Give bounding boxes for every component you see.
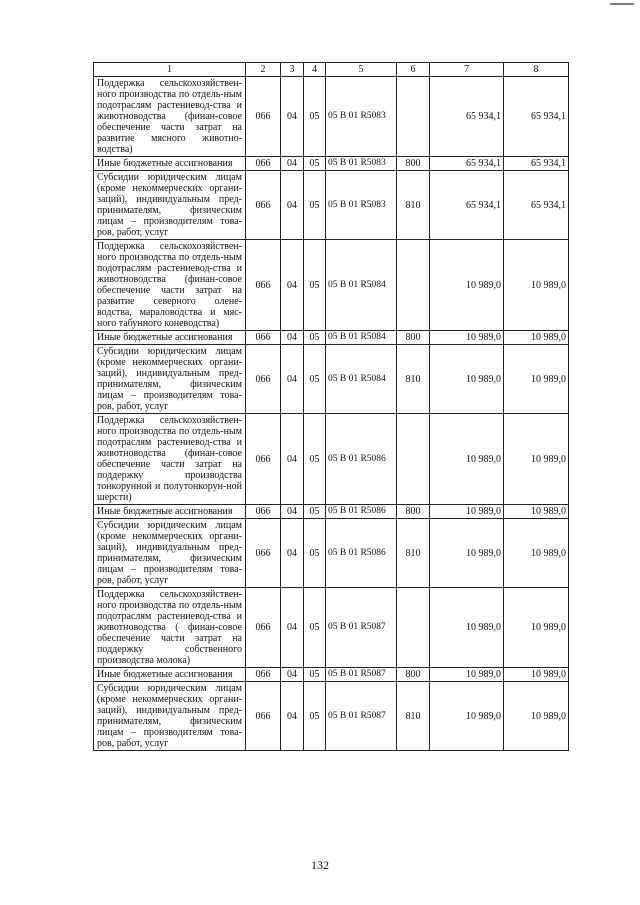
expense-type-cell: 810 — [397, 171, 430, 240]
amount-col7-cell: 10 989,0 — [430, 240, 504, 331]
ministry-code-cell: 066 — [246, 171, 281, 240]
amount-col8-cell: 65 934,1 — [504, 171, 569, 240]
amount-col8-cell: 65 934,1 — [504, 77, 569, 157]
expense-type-cell: 800 — [397, 157, 430, 171]
ministry-code-cell: 066 — [246, 682, 281, 751]
header-cell: 7 — [430, 63, 504, 77]
amount-col8-cell: 10 989,0 — [504, 414, 569, 505]
header-cell: 6 — [397, 63, 430, 77]
target-article-cell: 05 В 01 R5087 — [326, 588, 397, 668]
table-row — [94, 519, 569, 588]
amount-col8-cell: 10 989,0 — [504, 668, 569, 682]
target-article-cell: 05 В 01 R5086 — [326, 414, 397, 505]
amount-col7-cell: 65 934,1 — [430, 171, 504, 240]
table-row — [94, 157, 569, 171]
section-cell: 04 — [281, 240, 304, 331]
amount-col8-cell: 10 989,0 — [504, 588, 569, 668]
table-row — [94, 77, 569, 157]
table-row — [94, 331, 569, 345]
table-row — [94, 588, 569, 668]
description-cell: Иные бюджетные ассигнования — [94, 331, 246, 345]
header-row — [94, 63, 569, 77]
expense-type-cell: 800 — [397, 668, 430, 682]
expense-type-cell — [397, 414, 430, 505]
target-article-cell: 05 В 01 R5083 — [326, 157, 397, 171]
budget-table — [93, 62, 569, 751]
subsection-cell: 05 — [304, 668, 326, 682]
table-row — [94, 414, 569, 505]
header-cell: 8 — [504, 63, 569, 77]
header-cell: 1 — [94, 63, 246, 77]
amount-col7-cell: 10 989,0 — [430, 414, 504, 505]
amount-col8-cell: 10 989,0 — [504, 682, 569, 751]
expense-type-cell: 810 — [397, 519, 430, 588]
expense-type-cell: 810 — [397, 345, 430, 414]
target-article-cell: 05 В 01 R5087 — [326, 682, 397, 751]
target-article-cell: 05 В 01 R5083 — [326, 171, 397, 240]
section-cell: 04 — [281, 77, 304, 157]
description-cell: Субсидии юридическим лицам (кроме некоммерческих органи-заций), индивидуальным пред-принимателям, физическим лицам – производителям това-ров, работ, услуг — [94, 171, 246, 240]
section-cell: 04 — [281, 171, 304, 240]
description-cell: Поддержка сельскохозяйствен-ного производства по отдель-ным подотраслям растениевод-ства и животноводства (финан-совое обеспечение части затрат на развитие северного олене-водства, мараловодства и мяс-ного табунного коневодства) — [94, 240, 246, 331]
description-cell: Поддержка сельскохозяйствен-ного производства по отдель-ным подотраслям растениевод-ства и животноводства (финан-совое обеспечение части затрат на развитие мясного животно-водства) — [94, 77, 246, 157]
ministry-code-cell: 066 — [246, 588, 281, 668]
table-row — [94, 668, 569, 682]
description-cell: Субсидии юридическим лицам (кроме некоммерческих органи-заций), индивидуальным пред-принимателям, физическим лицам – производителям това-ров, работ, услуг — [94, 519, 246, 588]
subsection-cell: 05 — [304, 331, 326, 345]
ministry-code-cell: 066 — [246, 240, 281, 331]
expense-type-cell: 800 — [397, 331, 430, 345]
subsection-cell: 05 — [304, 77, 326, 157]
page-number: 132 — [311, 858, 329, 872]
amount-col8-cell: 10 989,0 — [504, 505, 569, 519]
table-row — [94, 345, 569, 414]
expense-type-cell — [397, 240, 430, 331]
header-cell: 2 — [246, 63, 281, 77]
target-article-cell: 05 В 01 R5086 — [326, 505, 397, 519]
subsection-cell: 05 — [304, 157, 326, 171]
section-cell: 04 — [281, 519, 304, 588]
target-article-cell: 05 В 01 R5084 — [326, 345, 397, 414]
amount-col8-cell: 10 989,0 — [504, 345, 569, 414]
expense-type-cell: 800 — [397, 505, 430, 519]
section-cell: 04 — [281, 588, 304, 668]
table-row — [94, 171, 569, 240]
ministry-code-cell: 066 — [246, 414, 281, 505]
ministry-code-cell: 066 — [246, 668, 281, 682]
header-cell: 5 — [326, 63, 397, 77]
ministry-code-cell: 066 — [246, 331, 281, 345]
amount-col7-cell: 10 989,0 — [430, 668, 504, 682]
amount-col7-cell: 10 989,0 — [430, 345, 504, 414]
amount-col8-cell: 10 989,0 — [504, 331, 569, 345]
amount-col7-cell: 10 989,0 — [430, 505, 504, 519]
description-cell: Субсидии юридическим лицам (кроме некоммерческих органи-заций), индивидуальным пред-принимателям, физическим лицам – производителям това-ров, работ, услуг — [94, 682, 246, 751]
target-article-cell: 05 В 01 R5087 — [326, 668, 397, 682]
target-article-cell: 05 В 01 R5086 — [326, 519, 397, 588]
subsection-cell: 05 — [304, 414, 326, 505]
description-cell: Иные бюджетные ассигнования — [94, 157, 246, 171]
description-cell: Субсидии юридическим лицам (кроме некоммерческих органи-заций), индивидуальным пред-принимателям, физическим лицам – производителям това-ров, работ, услуг — [94, 345, 246, 414]
ministry-code-cell: 066 — [246, 77, 281, 157]
section-cell: 04 — [281, 505, 304, 519]
subsection-cell: 05 — [304, 519, 326, 588]
target-article-cell: 05 В 01 R5084 — [326, 331, 397, 345]
table-row — [94, 240, 569, 331]
amount-col8-cell: 65 934,1 — [504, 157, 569, 171]
ministry-code-cell: 066 — [246, 345, 281, 414]
amount-col7-cell: 65 934,1 — [430, 77, 504, 157]
amount-col8-cell: 10 989,0 — [504, 519, 569, 588]
subsection-cell: 05 — [304, 588, 326, 668]
target-article-cell: 05 В 01 R5084 — [326, 240, 397, 331]
description-cell: Поддержка сельскохозяйствен-ного производства по отдель-ным подотраслям растениевод-ства и животноводства (финан-совое обеспечение части затрат на поддержку производства тонкорунной и полутонкорун-ной шерсти) — [94, 414, 246, 505]
amount-col7-cell: 10 989,0 — [430, 331, 504, 345]
subsection-cell: 05 — [304, 505, 326, 519]
amount-col8-cell: 10 989,0 — [504, 240, 569, 331]
header-cell: 4 — [304, 63, 326, 77]
amount-col7-cell: 10 989,0 — [430, 682, 504, 751]
description-cell: Иные бюджетные ассигнования — [94, 505, 246, 519]
subsection-cell: 05 — [304, 240, 326, 331]
subsection-cell: 05 — [304, 171, 326, 240]
amount-col7-cell: 65 934,1 — [430, 157, 504, 171]
description-cell: Поддержка сельскохозяйствен-ного производства по отдель-ным подотраслям растениевод-ства и животноводства ( финан-совое обеспечение части затрат на поддержку собственного производства молока) — [94, 588, 246, 668]
amount-col7-cell: 10 989,0 — [430, 588, 504, 668]
subsection-cell: 05 — [304, 682, 326, 751]
subsection-cell: 05 — [304, 345, 326, 414]
table-body — [94, 63, 569, 751]
ministry-code-cell: 066 — [246, 157, 281, 171]
ministry-code-cell: 066 — [246, 505, 281, 519]
target-article-cell: 05 В 01 R5083 — [326, 77, 397, 157]
table-row — [94, 682, 569, 751]
corner-mark — [610, 3, 634, 5]
section-cell: 04 — [281, 345, 304, 414]
section-cell: 04 — [281, 414, 304, 505]
section-cell: 04 — [281, 157, 304, 171]
ministry-code-cell: 066 — [246, 519, 281, 588]
expense-type-cell — [397, 588, 430, 668]
description-cell: Иные бюджетные ассигнования — [94, 668, 246, 682]
expense-type-cell: 810 — [397, 682, 430, 751]
expense-type-cell — [397, 77, 430, 157]
section-cell: 04 — [281, 668, 304, 682]
section-cell: 04 — [281, 331, 304, 345]
amount-col7-cell: 10 989,0 — [430, 519, 504, 588]
header-cell: 3 — [281, 63, 304, 77]
section-cell: 04 — [281, 682, 304, 751]
table-row — [94, 505, 569, 519]
